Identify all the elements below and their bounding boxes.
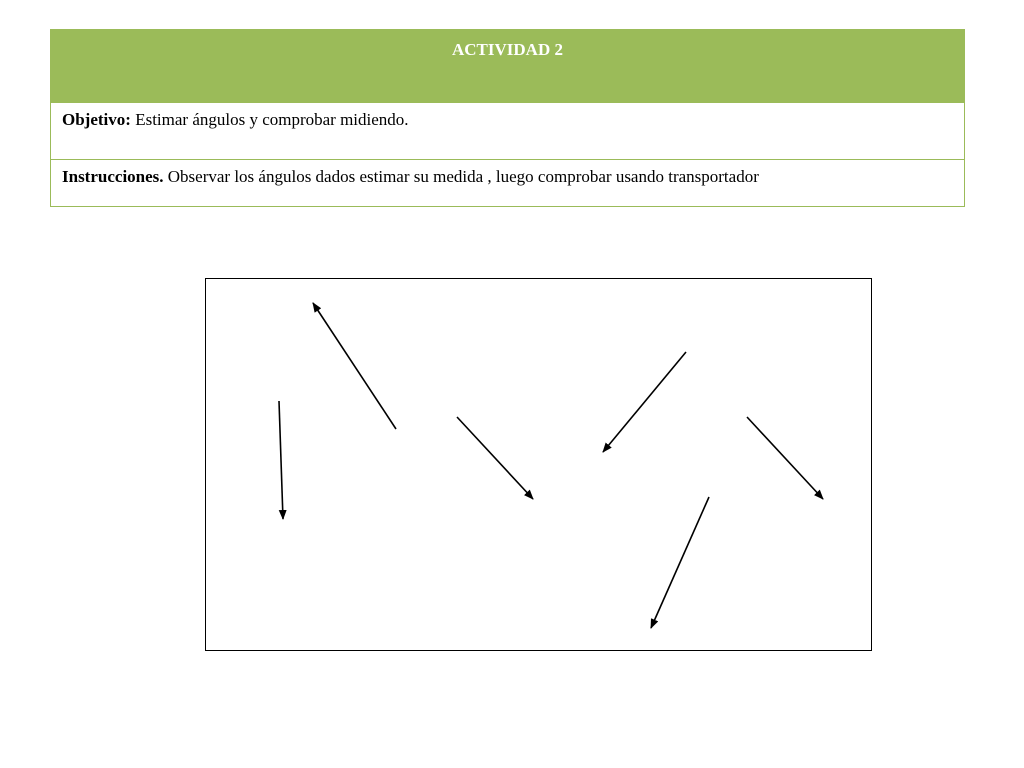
activity-title: ACTIVIDAD 2: [51, 30, 964, 102]
arrow-line-icon: [279, 401, 283, 519]
objective-row: [51, 102, 964, 159]
arrow-line-icon: [651, 497, 709, 628]
objective-text: Estimar ángulos y comprobar midiendo.: [130, 110, 409, 129]
instructions-text: Observar los ángulos dados estimar su medida , luego comprobar usando transportador: [163, 167, 759, 186]
objective-label: Objetivo:: [62, 110, 131, 129]
arrow-line-icon: [457, 417, 533, 499]
instructions-row: [51, 159, 964, 206]
arrow-line-icon: [313, 303, 396, 429]
arrow-line-icon: [603, 352, 686, 452]
angle-drawing-frame: [205, 278, 872, 651]
activity-table: [50, 29, 965, 207]
instructions-label: Instrucciones.: [62, 167, 164, 186]
angle-drawing: [206, 279, 873, 652]
arrow-line-icon: [747, 417, 823, 499]
